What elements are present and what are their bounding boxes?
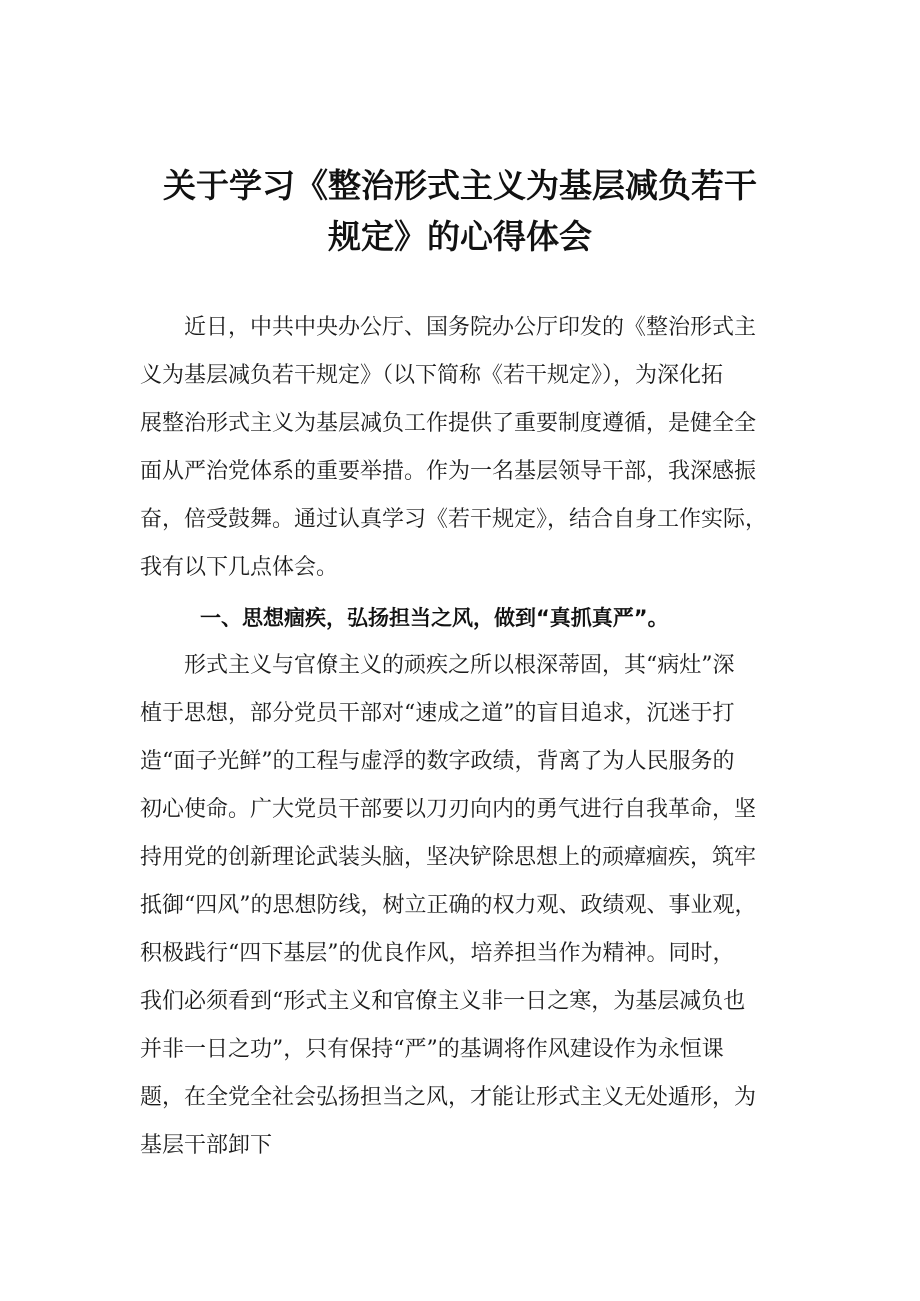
paragraph-line: 义为基层减负若干规定》（以下简称《若干规定》），为深化拓	[140, 363, 724, 388]
paragraph-line: 初心使命。广大党员干部要以刀刃向内的勇气进行自我革命，坚	[140, 797, 757, 822]
paragraph-line: 持用党的创新理论武装头脑，坚决铲除思想上的顽瘴痼疾，筑牢	[140, 845, 757, 870]
paragraph-line: 基层干部卸下	[140, 1133, 273, 1158]
paragraph-line: 题，在全党全社会弘扬担当之风，才能让形式主义无处遁形，为	[140, 1085, 757, 1110]
paragraph-line: 我们必须看到“形式主义和官僚主义非一日之寒，为基层减负也	[140, 989, 746, 1014]
paragraph-line: 我有以下几点体会。	[140, 555, 339, 580]
paragraph-line: 奋，倍受鼓舞。通过认真学习《若干规定》，结合自身工作实际，	[140, 507, 768, 532]
paragraph-line: 积极践行“四下基层”的优良作风，培养担当作为精神。同时，	[140, 941, 735, 966]
paragraph-line: 面从严治党体系的重要举措。作为一名基层领导干部，我深感振	[140, 459, 757, 484]
paragraph-line: 展整治形式主义为基层减负工作提供了重要制度遵循，是健全全	[140, 411, 757, 436]
paragraph-intro	[140, 304, 790, 592]
paragraph-line: 并非一日之功”，只有保持“严”的基调将作风建设作为永恒课	[140, 1037, 724, 1062]
paragraph-section-1	[140, 642, 790, 1170]
paragraph-line: 近日，中共中央办公厅、国务院办公厅印发的《整治形式主	[140, 315, 757, 340]
section-heading-1: 一、思想痼疾，弘扬担当之风，做到“真抓真严”。	[200, 606, 669, 630]
document-title-line-2: 规定》的心得体会	[328, 217, 592, 256]
document-title-line-1: 关于学习《整治形式主义为基层减负若干	[163, 166, 757, 205]
paragraph-line: 植于思想，部分党员干部对“速成之道”的盲目追求，沉迷于打	[140, 701, 735, 726]
paragraph-line: 形式主义与官僚主义的顽疾之所以根深蒂固，其“病灶”深	[140, 653, 735, 678]
paragraph-line: 抵御“四风”的思想防线，树立正确的权力观、政绩观、事业观，	[140, 893, 757, 918]
paragraph-line: 造“面子光鲜”的工程与虚浮的数字政绩，背离了为人民服务的	[140, 749, 735, 774]
